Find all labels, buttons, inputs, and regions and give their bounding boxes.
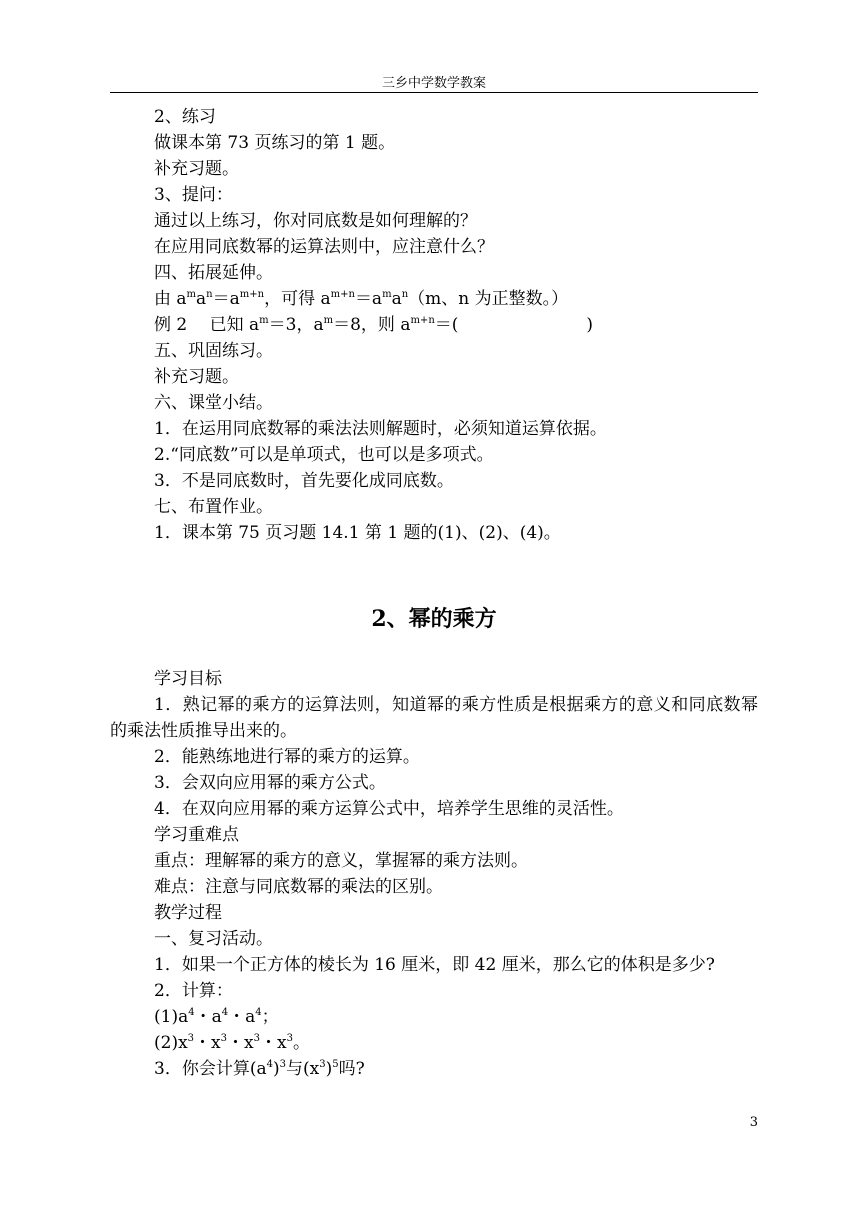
supplement-item: 补充习题。 (154, 159, 239, 179)
summary-item-2: 2.“同底数”可以是单项式，也可以是多项式。 (154, 445, 494, 465)
consolidate-item: 补充习题。 (154, 367, 239, 387)
goals-heading: 学习目标 (154, 669, 222, 689)
review-item-1: 1．如果一个正方体的棱长为 16 厘米，即 42 厘米，那么它的体积是多少? (154, 955, 715, 975)
question-2: 在应用同底数幂的运算法则中，应注意什么？ (154, 237, 494, 257)
homework-heading: 七、布置作业。 (154, 497, 273, 517)
extend-heading: 四、拓展延伸。 (154, 263, 273, 283)
key-point: 重点：理解幂的乘方的意义，掌握幂的乘方法则。 (154, 851, 528, 871)
example-2-line: 例 2 已知 $a^m=3$，$a^m=8$，则 $a^{m+n}=$( ) (154, 315, 594, 335)
extend-formula-line: 由 $a^ma^n=a^{m+n}$，可得 $a^{m+n}=a^ma^n(m$、n 为正整数。） (154, 289, 569, 309)
question-1: 通过以上练习，你对同底数是如何理解的？ (154, 211, 477, 231)
goal-1: 1．熟记幂的乘方的运算法则，知道幂的乘方性质是根据乘方的意义和同底数幂的乘法性质推导出来的。 (110, 695, 758, 741)
summary-item-1: 1．在运用同底数幂的乘法法则解题时，必须知道运算依据。 (154, 419, 607, 439)
practice-item: 做课本第 73 页练习的第 1 题。 (154, 133, 396, 153)
page-number: 3 (749, 1115, 758, 1130)
summary-item-3: 3．不是同底数时，首先要化成同底数。 (154, 471, 454, 491)
review-item-3: 3．你会计算$(a^4)^3$与$(x^3)^5$吗? (154, 1059, 365, 1079)
calc-item-2: $(2)x^3$・$x^3$・$x^3$・$x^3$。 (154, 1033, 310, 1053)
practice-heading: 2、练习 (154, 107, 216, 127)
goal-2: 2．能熟练地进行幂的乘方的运算。 (154, 747, 420, 767)
goal-4: 4．在双向应用幂的乘方运算公式中，培养学生思维的灵活性。 (154, 799, 624, 819)
review-item-2: 2．计算： (154, 981, 233, 1001)
section-title: 2、幂的乘方 (371, 606, 497, 632)
lesson-part-2 (110, 666, 758, 1082)
consolidate-heading: 五、巩固练习。 (154, 341, 273, 361)
running-header: 三乡中学数学教案 (381, 76, 486, 91)
goal-3: 3．会双向应用幂的乘方公式。 (154, 773, 386, 793)
lesson-part-1 (110, 104, 758, 546)
hard-point: 难点：注意与同底数幂的乘法的区别。 (154, 877, 443, 897)
difficulty-heading: 学习重难点 (154, 825, 239, 845)
homework-item-1: 1．课本第 75 页习题 14.1 第 1 题的(1)、(2)、(4)。 (154, 523, 561, 543)
question-heading: 3、提问： (154, 185, 233, 205)
header-rule (110, 92, 758, 93)
calc-item-1: $(1)a^4$・$a^4$・$a^4$； (154, 1007, 279, 1027)
review-heading: 一、复习活动。 (154, 929, 273, 949)
summary-heading: 六、课堂小结。 (154, 393, 273, 413)
process-heading: 教学过程 (154, 903, 222, 923)
